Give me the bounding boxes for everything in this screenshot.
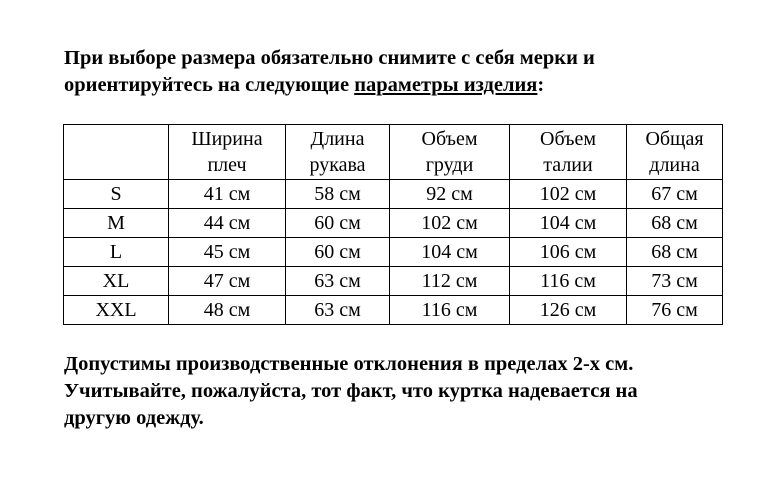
table-cell: 68 см <box>627 209 723 238</box>
header-chest <box>390 125 510 180</box>
header-waist <box>510 125 627 180</box>
table-cell: 104 см <box>510 209 627 238</box>
header-sleeve-length <box>286 125 390 180</box>
table-row <box>64 267 723 296</box>
size-label-cell: S <box>64 180 169 209</box>
notes-line-2: Учитывайте, пожалуйста, тот факт, что куртка надевается на <box>64 380 638 402</box>
table-cell: 60 см <box>286 209 390 238</box>
table-cell: 92 см <box>390 180 510 209</box>
header-text: длина <box>649 154 700 176</box>
table-cell: 48 см <box>169 296 286 325</box>
header-text: Объем <box>421 128 478 150</box>
notes-line-3: другую одежду. <box>64 407 204 429</box>
table-cell: 104 см <box>390 238 510 267</box>
table-cell: 67 см <box>627 180 723 209</box>
table-cell: 73 см <box>627 267 723 296</box>
size-table-header-row <box>64 125 723 180</box>
table-cell: 116 см <box>390 296 510 325</box>
table-cell: 58 см <box>286 180 390 209</box>
size-label-cell: XXL <box>64 296 169 325</box>
header-text: Длина <box>310 128 365 150</box>
size-label-cell: M <box>64 209 169 238</box>
intro-paragraph <box>64 45 744 99</box>
table-cell: 112 см <box>390 267 510 296</box>
size-label-cell: L <box>64 238 169 267</box>
intro-line-1: При выборе размера обязательно снимите с себя мерки и <box>64 47 595 69</box>
table-cell: 102 см <box>390 209 510 238</box>
table-cell: 106 см <box>510 238 627 267</box>
table-row <box>64 209 723 238</box>
table-row <box>64 296 723 325</box>
header-text: Общая <box>645 128 704 150</box>
table-cell: 45 см <box>169 238 286 267</box>
intro-line-2-prefix: ориентируйтесь на следующие <box>64 74 355 96</box>
intro-underlined-phrase: параметры изделия <box>354 74 538 96</box>
table-cell: 126 см <box>510 296 627 325</box>
table-cell: 116 см <box>510 267 627 296</box>
header-text: рукава <box>309 154 366 176</box>
table-row <box>64 238 723 267</box>
notes-line-1: Допустимы производственные отклонения в пределах 2-х см. <box>64 353 634 375</box>
header-shoulder-width <box>169 125 286 180</box>
table-cell: 47 см <box>169 267 286 296</box>
header-total-length <box>627 125 723 180</box>
table-cell: 76 см <box>627 296 723 325</box>
table-cell: 68 см <box>627 238 723 267</box>
table-cell: 41 см <box>169 180 286 209</box>
table-cell: 63 см <box>286 267 390 296</box>
header-empty-cell <box>64 125 169 180</box>
header-text: талии <box>543 154 593 176</box>
notes-paragraph <box>64 351 744 432</box>
header-text: плеч <box>207 154 247 176</box>
header-text: Ширина <box>191 128 263 150</box>
table-cell: 63 см <box>286 296 390 325</box>
header-text: Объем <box>540 128 596 150</box>
table-row <box>64 180 723 209</box>
header-text: груди <box>425 154 474 176</box>
size-label-cell: XL <box>64 267 169 296</box>
table-cell: 44 см <box>169 209 286 238</box>
table-cell: 102 см <box>510 180 627 209</box>
intro-line-2-suffix: : <box>537 74 545 96</box>
size-table <box>63 124 723 325</box>
table-cell: 60 см <box>286 238 390 267</box>
